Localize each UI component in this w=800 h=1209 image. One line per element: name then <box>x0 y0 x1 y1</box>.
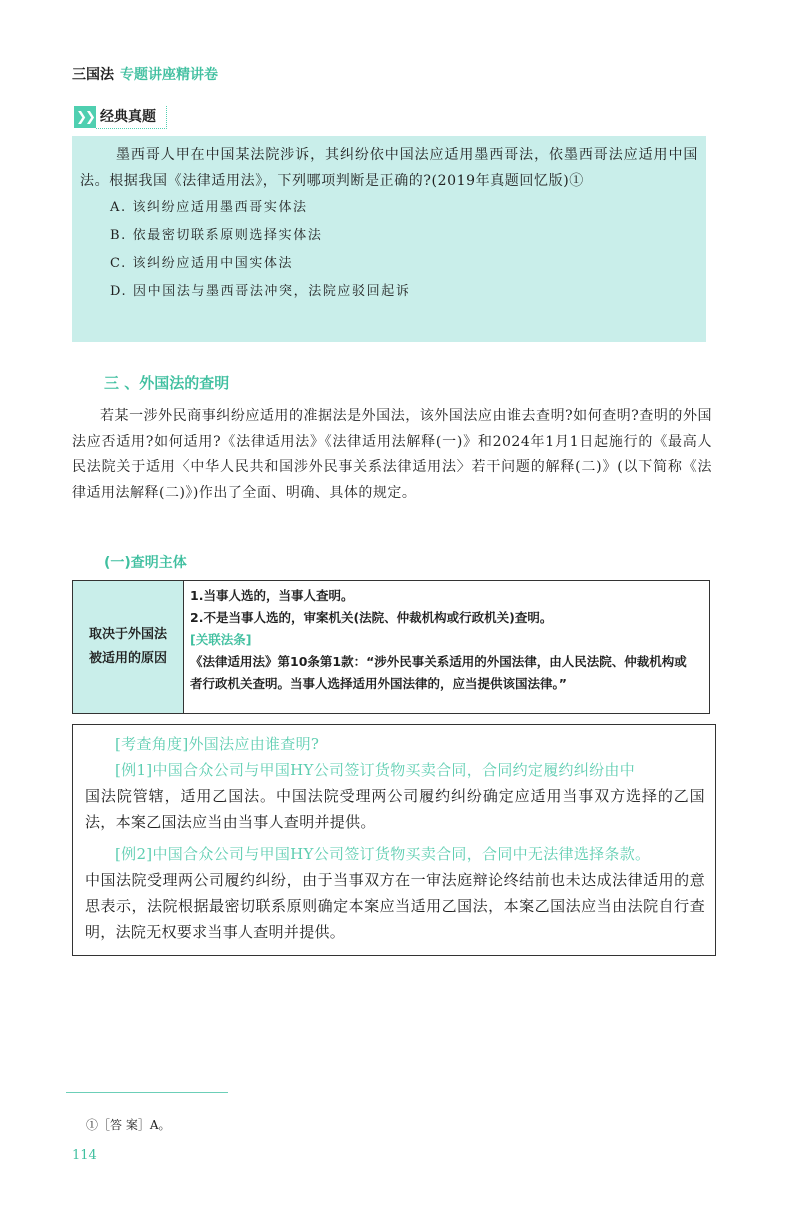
subsection-heading: (一)查明主体 <box>104 555 187 571</box>
table-item-2: 2.不是当事人选的，审案机关(法院、仲裁机构或行政机关)查明。 <box>190 610 553 625</box>
book-subtitle: 专题讲座精讲卷 <box>120 67 218 83</box>
left-cell-line1: 取决于外国法 <box>88 627 167 642</box>
subject-table <box>72 580 710 714</box>
table-left-cell <box>73 581 184 713</box>
footnote: ①［答 案］A。 <box>86 1118 171 1132</box>
page-header <box>72 64 218 84</box>
classic-question-tag <box>74 106 167 128</box>
option-b: B. 依最密切联系原则选择实体法 <box>110 228 323 243</box>
page-number: 114 <box>72 1148 97 1163</box>
left-cell-line2: 被适用的原因 <box>88 651 167 666</box>
option-c: C. 该纠纷应适用中国实体法 <box>110 256 294 271</box>
example-2-text: 中国法院受理两公司履约纠纷，由于当事双方在一审法庭辩论终结前也未达成法律适用的意思表示，法院根据最密切联系原则确定本案应当适用乙国法，本案乙国法应当由法院自行查明，法院无权要求当事人查明并提供。 <box>85 871 705 941</box>
book-title: 三国法 <box>72 67 114 83</box>
example-1-label: [例1]中国合众公司与甲国HY公司签订货物买卖合同，合同约定履约纠纷由中 <box>115 761 636 779</box>
body-paragraph: 若某一涉外民商事纠纷应适用的准据法是外国法，该外国法应由谁去查明?如何查明?查明的外国法应否适用?如何适用?《法律适用法》《法律适用法解释(一)》和2024年1月1日起施行的《最高人民法院关于适用〈中华人民共和国涉外民事关系法律适用法〉若干问题的解释(二)》(以下简称《法律适用法解释(二)》)作出了全面、明确、具体的规定。 <box>72 408 712 501</box>
option-a: A. 该纠纷应适用墨西哥实体法 <box>110 200 308 215</box>
example-1-text: 国法院管辖，适用乙国法。中国法院受理两公司履约纠纷确定应适用当事双方选择的乙国法，本案乙国法应当由当事人查明并提供。 <box>85 787 705 831</box>
related-law-text: 《法律适用法》第10条第1款：“涉外民事关系适用的外国法律，由人民法院、仲裁机构或者行政机关查明。当事人选择适用外国法律的，应当提供该国法律。” <box>190 654 687 691</box>
footnote-divider <box>66 1092 228 1093</box>
table-item-1: 1.当事人选的，当事人查明。 <box>190 588 354 603</box>
option-d: D. 因中国法与墨西哥法冲突，法院应驳回起诉 <box>110 284 411 299</box>
example-2-label: [例2]中国合众公司与甲国HY公司签订货物买卖合同，合同中无法律选择条款。 <box>115 845 651 863</box>
related-law-tag: [关联法条] <box>190 632 252 647</box>
example-box <box>72 724 716 956</box>
question-stem: 墨西哥人甲在中国某法院涉诉，其纠纷依中国法应适用墨西哥法，依墨西哥法应适用中国法。根据我国《法律适用法》，下列哪项判断是正确的?(2019年真题回忆版)① <box>80 147 698 189</box>
exam-angle-label: [考查角度]外国法应由谁查明? <box>115 735 320 753</box>
question-block <box>72 136 706 342</box>
tag-label: 经典真题 <box>96 106 167 129</box>
double-chevron-icon: ❯❯ <box>74 106 96 128</box>
table-right-cell <box>184 581 709 713</box>
section-heading: 三 、外国法的查明 <box>104 374 230 392</box>
